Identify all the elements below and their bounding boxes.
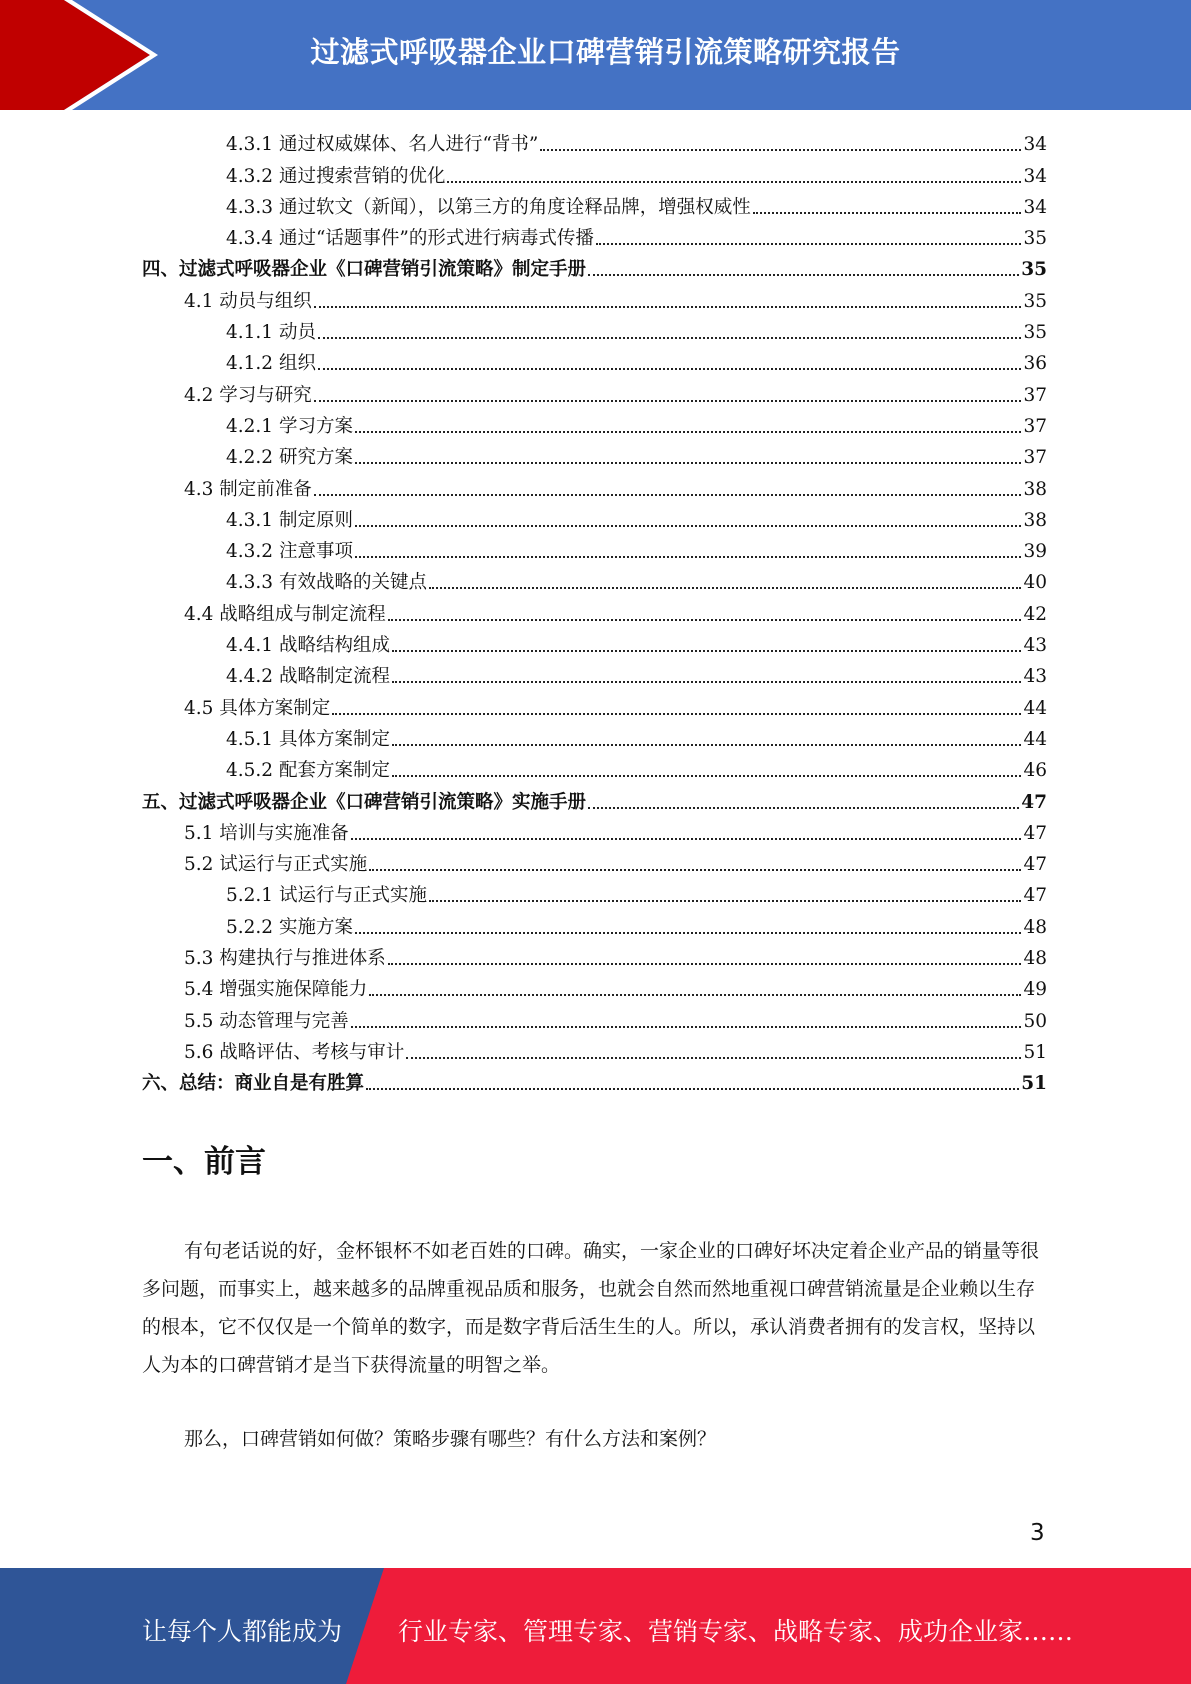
toc-entry-title: 六、总结：商业自是有胜算 [142,1073,365,1095]
toc-leader-dots [540,149,1021,151]
toc-entry-page: 40 [1023,572,1047,594]
toc-entry-page: 47 [1023,854,1047,876]
toc-leader-dots [355,431,1022,433]
page-header [0,0,1191,110]
toc-entry[interactable] [142,1005,1047,1036]
toc-leader-dots [351,1026,1022,1028]
toc-entry-page: 35 [1023,228,1047,250]
toc-leader-dots [366,1088,1019,1090]
page-footer [0,1568,1191,1684]
toc-entry-page: 47 [1023,885,1047,907]
toc-entry-page: 43 [1023,666,1047,688]
report-title: 过滤式呼吸器企业口碑营销引流策略研究报告 [310,35,901,69]
toc-entry-title: 4.5 具体方案制定 [184,697,331,719]
toc-leader-dots [314,400,1022,402]
toc-entry-title: 4.4.1 战略结构组成 [226,635,390,657]
toc-leader-dots [388,963,1022,965]
toc-entry-page: 35 [1023,290,1047,312]
toc-entry-page: 37 [1023,415,1047,437]
toc-entry-title: 5.5 动态管理与完善 [184,1010,349,1032]
toc-entry[interactable] [142,598,1047,629]
toc-entry-title: 5.4 增强实施保障能力 [184,979,368,1001]
toc-entry[interactable] [142,786,1047,817]
toc-leader-dots [355,462,1022,464]
toc-leader-dots [351,838,1022,840]
toc-entry-title: 4.2 学习与研究 [184,384,312,406]
toc-leader-dots [392,681,1021,683]
toc-entry-title: 5.6 战略评估、考核与审计 [184,1041,405,1063]
toc-leader-dots [318,368,1022,370]
footer-slogan: 让每个人都能成为 [142,1617,343,1646]
toc-leader-dots [355,556,1022,558]
intro-paragraph: 有句老话说的好，金杯银杯不如老百姓的口碑。确实，一家企业的口碑好坏决定着企业产品的销量等很多问题，而事实上，越来越多的品牌重视品质和服务，也就会自然而然地重视口碑营销流量是企业赖以生存的根本，它不仅仅是一个简单的数字，而是数字背后活生生的人。所以，承认消费者拥有的发言权，坚持以人为本的口碑营销才是当下获得流量的明智之举。 [142,1240,1040,1376]
toc-entry[interactable] [142,1068,1047,1099]
section-heading: 一、前言 [142,1144,266,1180]
toc-entry[interactable] [142,818,1047,849]
toc-entry[interactable] [142,849,1047,880]
toc-entry-title: 4.1.2 组织 [226,353,316,375]
toc-leader-dots [753,212,1022,214]
toc-leader-dots [369,869,1021,871]
toc-entry-page: 38 [1023,478,1047,500]
toc-entry-page: 34 [1023,134,1047,156]
toc-leader-dots [314,306,1022,308]
toc-entry[interactable] [142,348,1047,379]
toc-leader-dots [388,619,1022,621]
toc-entry-title: 4.3.4 通过“话题事件”的形式进行病毒式传播 [226,228,594,250]
toc-entry[interactable] [142,880,1047,911]
toc-entry-title: 4.2.2 研究方案 [226,447,353,469]
toc-leader-dots [596,243,1022,245]
toc-entry[interactable] [142,692,1047,723]
toc-entry-page: 37 [1023,447,1047,469]
toc-leader-dots [318,337,1022,339]
toc-entry-page: 51 [1023,1041,1047,1063]
toc-entry-page: 44 [1023,728,1047,750]
toc-leader-dots [392,744,1021,746]
toc-entry-page: 46 [1023,760,1047,782]
toc-entry[interactable] [142,755,1047,786]
toc-entry-title: 4.3 制定前准备 [184,478,312,500]
toc-entry-title: 4.3.2 注意事项 [226,541,353,563]
toc-entry-title: 4.5.2 配套方案制定 [226,760,390,782]
toc-entry-page: 39 [1023,541,1047,563]
toc-entry-title: 4.3.1 通过权威媒体、名人进行“背书” [226,134,539,156]
toc-entry-page: 47 [1021,791,1047,813]
toc-entry-title: 5.2 试运行与正式实施 [184,854,368,876]
toc-entry-title: 4.4.2 战略制定流程 [226,666,390,688]
toc-entry[interactable] [142,379,1047,410]
toc-entry[interactable] [142,317,1047,348]
toc-leader-dots [355,525,1022,527]
toc-entry-page: 49 [1023,979,1047,1001]
toc-entry[interactable] [142,567,1047,598]
toc-entry-title: 4.3.3 通过软文（新闻），以第三方的角度诠释品牌，增强权威性 [226,196,751,218]
toc-entry-page: 42 [1023,603,1047,625]
toc-entry[interactable] [142,442,1047,473]
footer-roles: 行业专家、管理专家、营销专家、战略专家、成功企业家…… [398,1617,1074,1646]
toc-entry-title: 四、过滤式呼吸器企业《口碑营销引流策略》制定手册 [142,259,587,281]
toc-entry-title: 4.3.2 通过搜索营销的优化 [226,165,446,187]
toc-entry-title: 5.3 构建执行与推进体系 [184,948,386,970]
table-of-contents [142,129,1047,1099]
toc-entry[interactable] [142,943,1047,974]
toc-leader-dots [369,994,1021,996]
toc-entry-title: 4.1 动员与组织 [184,290,312,312]
toc-entry-title: 4.3.3 有效战略的关键点 [226,572,427,594]
toc-entry[interactable] [142,724,1047,755]
toc-entry-page: 48 [1023,948,1047,970]
toc-entry-page: 36 [1023,353,1047,375]
toc-entry-title: 4.3.1 制定原则 [226,509,353,531]
toc-entry[interactable] [142,911,1047,942]
toc-leader-dots [429,587,1021,589]
toc-entry[interactable] [142,254,1047,285]
toc-entry[interactable] [142,285,1047,316]
toc-leader-dots [588,807,1019,809]
toc-entry-title: 五、过滤式呼吸器企业《口碑营销引流策略》实施手册 [142,791,587,813]
toc-entry-page: 37 [1023,384,1047,406]
toc-entry-title: 4.4 战略组成与制定流程 [184,603,386,625]
toc-entry-title: 4.2.1 学习方案 [226,415,353,437]
toc-entry[interactable] [142,223,1047,254]
toc-entry[interactable] [142,536,1047,567]
toc-entry[interactable] [142,505,1047,536]
toc-leader-dots [429,900,1021,902]
toc-leader-dots [588,274,1019,276]
toc-entry-page: 34 [1023,196,1047,218]
toc-entry-page: 48 [1023,916,1047,938]
toc-entry-page: 34 [1023,165,1047,187]
toc-entry-title: 4.5.1 具体方案制定 [226,728,390,750]
toc-entry[interactable] [142,192,1047,223]
question-paragraph: 那么，口碑营销如何做？策略步骤有哪些？有什么方法和案例？ [184,1428,717,1450]
toc-entry[interactable] [142,661,1047,692]
toc-entry[interactable] [142,160,1047,191]
toc-leader-dots [314,494,1022,496]
toc-leader-dots [355,932,1022,934]
toc-entry[interactable] [142,411,1047,442]
toc-entry-page: 38 [1023,509,1047,531]
toc-entry[interactable] [142,630,1047,661]
toc-leader-dots [392,775,1021,777]
toc-entry-title: 5.1 培训与实施准备 [184,822,349,844]
toc-entry[interactable] [142,974,1047,1005]
toc-entry-page: 50 [1023,1010,1047,1032]
toc-entry-page: 44 [1023,697,1047,719]
toc-leader-dots [332,713,1021,715]
toc-entry[interactable] [142,129,1047,160]
toc-entry-page: 43 [1023,635,1047,657]
toc-entry-page: 35 [1023,322,1047,344]
toc-entry-page: 51 [1021,1073,1047,1095]
toc-entry-title: 4.1.1 动员 [226,322,316,344]
page-number: 3 [1030,1520,1045,1546]
toc-leader-dots [447,181,1021,183]
toc-entry-title: 5.2.1 试运行与正式实施 [226,885,427,907]
toc-entry[interactable] [142,473,1047,504]
toc-entry-title: 5.2.2 实施方案 [226,916,353,938]
toc-leader-dots [406,1057,1021,1059]
toc-entry-page: 35 [1021,259,1047,281]
toc-entry-page: 47 [1023,822,1047,844]
toc-leader-dots [392,650,1021,652]
toc-entry[interactable] [142,1037,1047,1068]
